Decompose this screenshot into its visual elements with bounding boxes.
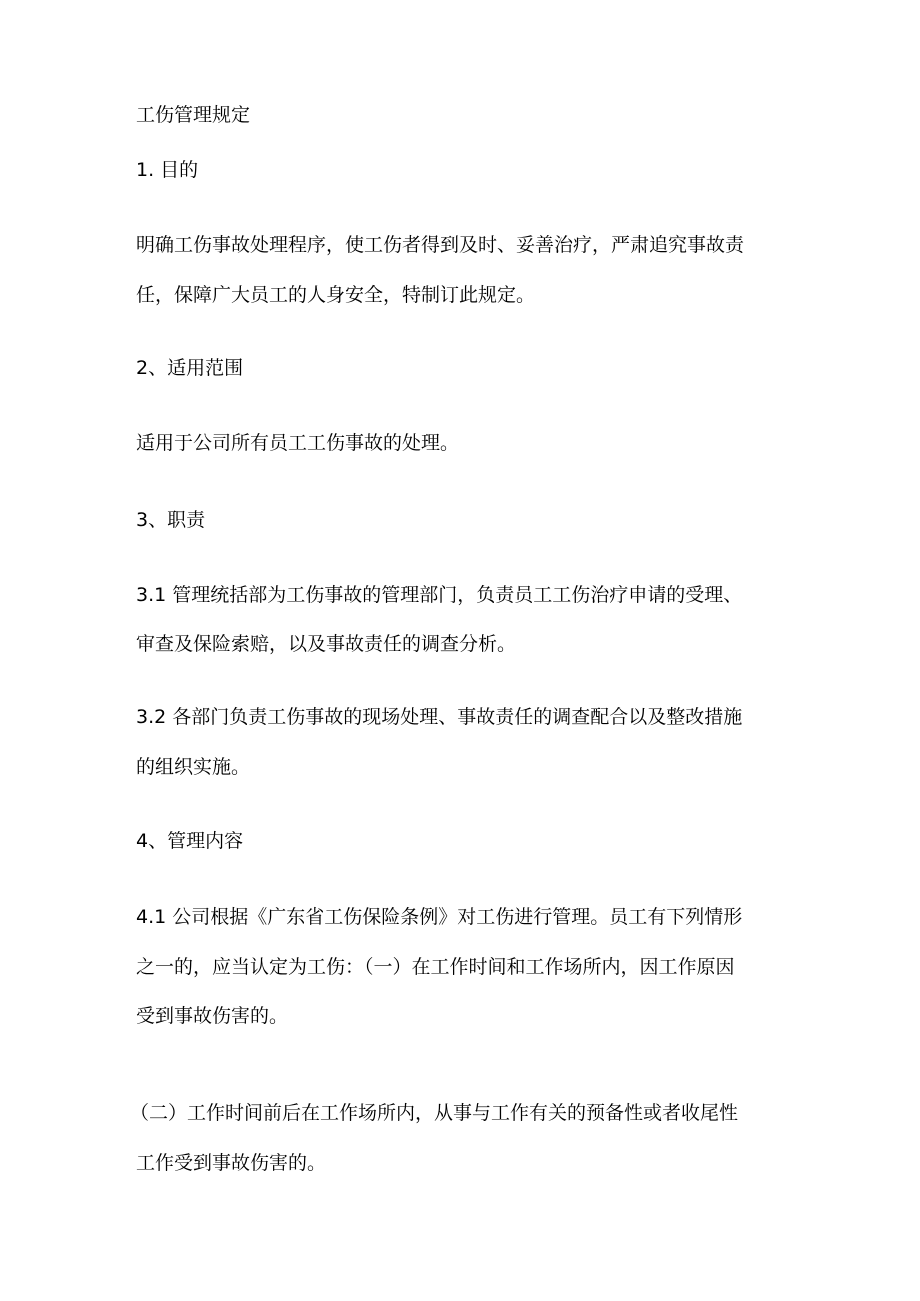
content-4-1-line-3: 受到事故伤害的。 [136, 1005, 289, 1027]
duty-3-1-line-2: 审查及保险索赔，以及事故责任的调查分析。 [136, 633, 517, 655]
scope-heading: 2、适用范围 [136, 357, 244, 379]
content-item-2-line-2: 工作受到事故伤害的。 [136, 1152, 327, 1174]
content-item-2-line-1: （二）工作时间前后在工作场所内，从事与工作有关的预备性或者收尾性 [130, 1102, 739, 1124]
duty-heading: 3、职责 [136, 509, 206, 531]
content-4-1-line-2: 之一的，应当认定为工伤：（一）在工作时间和工作场所内，因工作原因 [136, 956, 735, 978]
content-heading: 4、管理内容 [136, 830, 244, 852]
scope-text: 适用于公司所有员工工伤事故的处理。 [136, 432, 460, 454]
document-title: 工伤管理规定 [136, 104, 251, 126]
duty-3-1-line-1: 3.1 管理统括部为工伤事故的管理部门，负责员工工伤治疗申请的受理、 [136, 584, 743, 606]
purpose-heading: 1. 目的 [136, 159, 199, 181]
content-4-1-line-1: 4.1 公司根据《广东省工伤保险条例》对工伤进行管理。员工有下列情形 [136, 906, 743, 928]
duty-3-2-line-2: 的组织实施。 [136, 756, 251, 778]
purpose-text-line-1: 明确工伤事故处理程序，使工伤者得到及时、妥善治疗，严肃追究事故责 [136, 234, 745, 256]
duty-3-2-line-1: 3.2 各部门负责工伤事故的现场处理、事故责任的调查配合以及整改措施 [136, 706, 743, 728]
purpose-text-line-2: 任，保障广大员工的人身安全，特制订此规定。 [136, 284, 536, 306]
